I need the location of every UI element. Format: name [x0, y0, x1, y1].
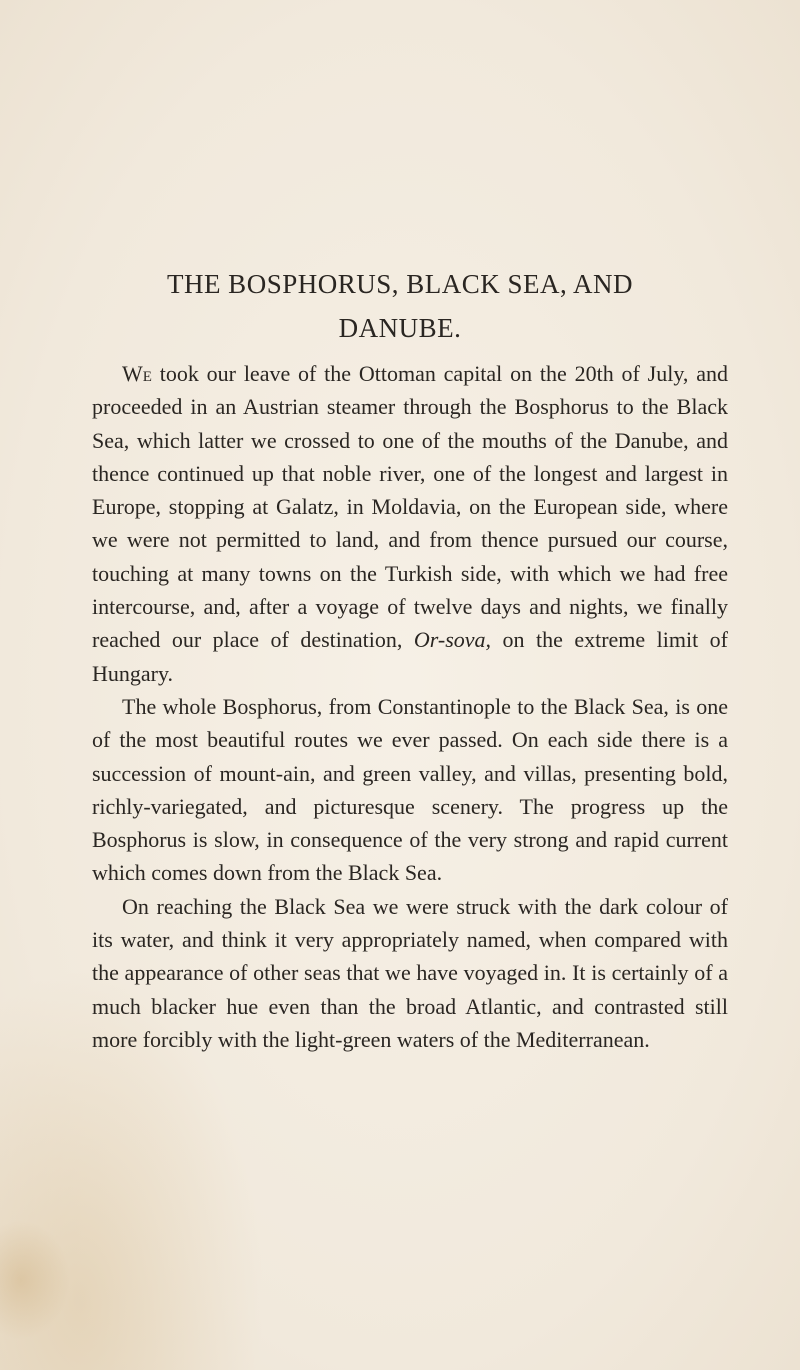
chapter-heading-line-1: THE BOSPHORUS, BLACK SEA, AND	[166, 269, 634, 299]
body-text	[92, 357, 728, 1056]
paragraph-3: On reaching the Black Sea we were struck with the dark colour of its water, and think it very appropriately named, when compared with the appearance of other seas that we have voyaged in. It is certainly of a much blacker hue even than the broad Atlantic, and contrasted still more forcibly with the light-green waters of the Mediterranean.	[92, 893, 728, 1052]
chapter-heading	[60, 262, 740, 350]
paragraph-1-text: took our leave of the Ottoman capital on the 20th of July, and proceeded in an Austrian steamer through the Bosphorus to the Black Sea, which latter we crossed to one of the mouths of the Danube, and thence continued up that noble river, one of the longest and largest in Europe, stopping at Galatz, in Moldavia, on the European side, where we were not permitted to land, and from thence pursued our course, touching at many towns on the Turkish side, with which we had free intercourse, and, after a voyage of twelve days and nights, we finally reached our place of destination,	[92, 361, 728, 653]
paragraph-2: The whole Bosphorus, from Constantinople to the Black Sea, is one of the most beautiful routes we ever passed. On each side there is a succession of mount-ain, and green valley, and villas, presenting bold, richly-variegated, and picturesque scenery. The progress up the Bosphorus is slow, in consequence of the very strong and rapid current which comes down from the Black Sea.	[92, 693, 728, 886]
paragraph-1	[92, 357, 728, 690]
paragraph-1-italic-place: Or-sova,	[413, 627, 492, 653]
chapter-heading-line-2: DANUBE.	[338, 313, 462, 343]
paragraph-1-first-word: We	[122, 361, 152, 386]
paragraph-1-tail: on the extreme limit of Hungary.	[92, 627, 729, 686]
page-stain	[0, 1220, 70, 1340]
